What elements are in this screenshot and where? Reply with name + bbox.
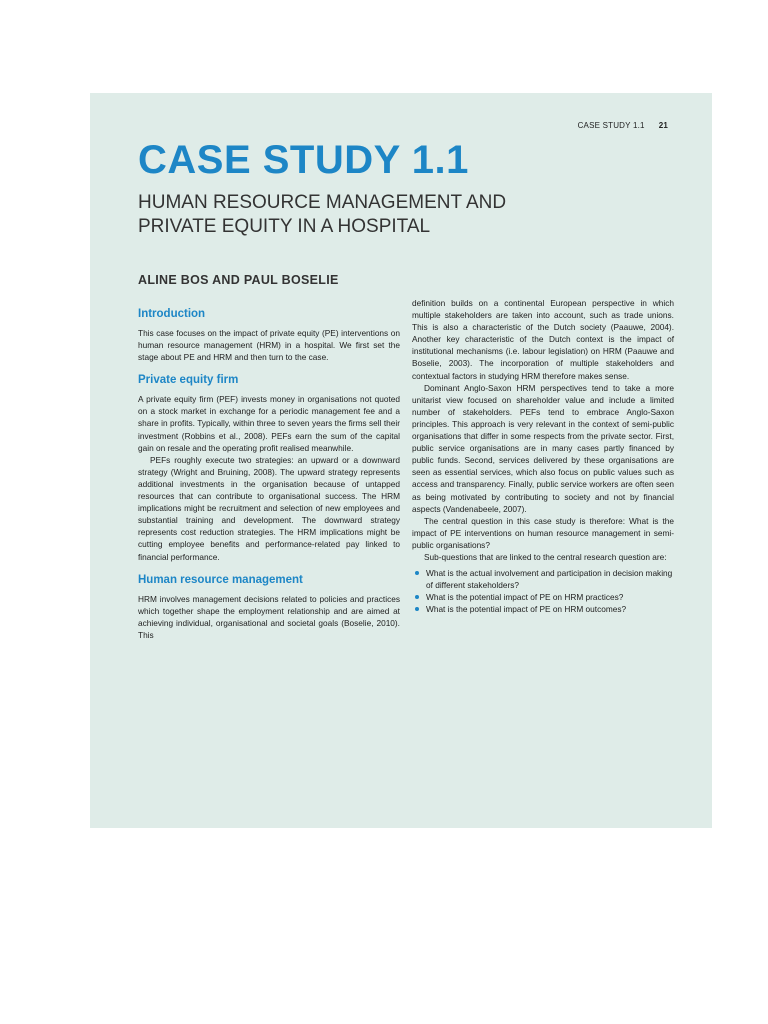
authors-line: ALINE BOS AND PAUL BOSELIE xyxy=(138,273,339,287)
paragraph: definition builds on a continental European perspective in which multiple stakeholders are taken into account, such as trade unions. This is also a characteristic of the Dutch society (Paauwe, 2004). Another key characteristic of the Dutch context is the impact of institutional mechanisms (i.e. labour legislation) on HRM (Paauwe and Boselie, 2003). The incorporation of multiple stakeholders and contextual factors in studying HRM therefore makes sense. xyxy=(412,298,674,381)
right-column xyxy=(412,297,674,615)
paragraph: Sub-questions that are linked to the central research question are: xyxy=(424,551,667,562)
paragraph: HRM involves management decisions related to policies and practices which together shape the employment relationship and are aimed at achieving individual, organisational and societal goals (Boselie, 2010). This xyxy=(138,593,400,640)
list-item: What is the potential impact of PE on HRM outcomes? xyxy=(426,603,674,615)
heading-human-resource-management: Human resource management xyxy=(138,573,303,586)
paragraph: PEFs roughly execute two strategies: an upward or a downward strategy (Wright and Bruining, 2008). The upward strategy represents additional investments in the organisation because of untapped resources that can contribute to organisational success. The HRM implications might be recruitment and selection of new employees and substantial training and development. The downward strategy represents cost reduction strategies. The HRM implications might be cutting employee benefits and performance-related pay linked to financial performance. xyxy=(138,454,400,562)
paragraph: This case focuses on the impact of private equity (PE) interventions on human resource management (HRM) in a hospital. We first set the stage about PE and HRM and then turn to the case. xyxy=(138,328,400,363)
page-number: 21 xyxy=(658,121,668,130)
paragraph: A private equity firm (PEF) invests money in organisations not quoted on a stock market in exchange for a periodic management fee and a share in profits. Typically, within three to seven years the firms sell their investment (Robbins et al., 2008). PEFs earn the sum of the capital gain on resale and the operating profit realised meanwhile. xyxy=(138,394,400,453)
list-item: What is the actual involvement and participation in decision making of different stakeholders? xyxy=(426,568,673,591)
paragraph: The central question in this case study is therefore: What is the impact of PE interventions on human resource management in semi-public organisations? xyxy=(412,515,674,550)
left-column xyxy=(138,297,400,641)
document-page xyxy=(90,93,712,828)
case-study-title: CASE STUDY 1.1 xyxy=(138,138,469,182)
paragraph: Dominant Anglo-Saxon HRM perspectives tend to take a more unitarist view focused on shareholder value and include a limited number of stakeholders. PEFs tend to embrace Anglo-Saxon principles. This approach is very relevant in the context of semi-public organisations that differ in some respects from the private sector. First, public service organisations are in many cases partly financed by public funds. Second, services delivered by these organisations are seen as essential services, which also focus on public values such as access and transparency. Finally, public service workers are often seen as being motivated by contributing to society and not by financial aspects (Vandenabeele, 2007). xyxy=(412,382,674,514)
running-header xyxy=(578,121,668,130)
sub-questions-list xyxy=(412,567,674,615)
case-study-subtitle: HUMAN RESOURCE MANAGEMENT AND PRIVATE EQUITY IN A HOSPITAL xyxy=(138,192,507,237)
list-item: What is the potential impact of PE on HRM practices? xyxy=(426,591,674,603)
running-title: CASE STUDY 1.1 xyxy=(577,121,645,130)
heading-introduction: Introduction xyxy=(138,308,206,320)
heading-private-equity-firm: Private equity firm xyxy=(138,374,239,387)
